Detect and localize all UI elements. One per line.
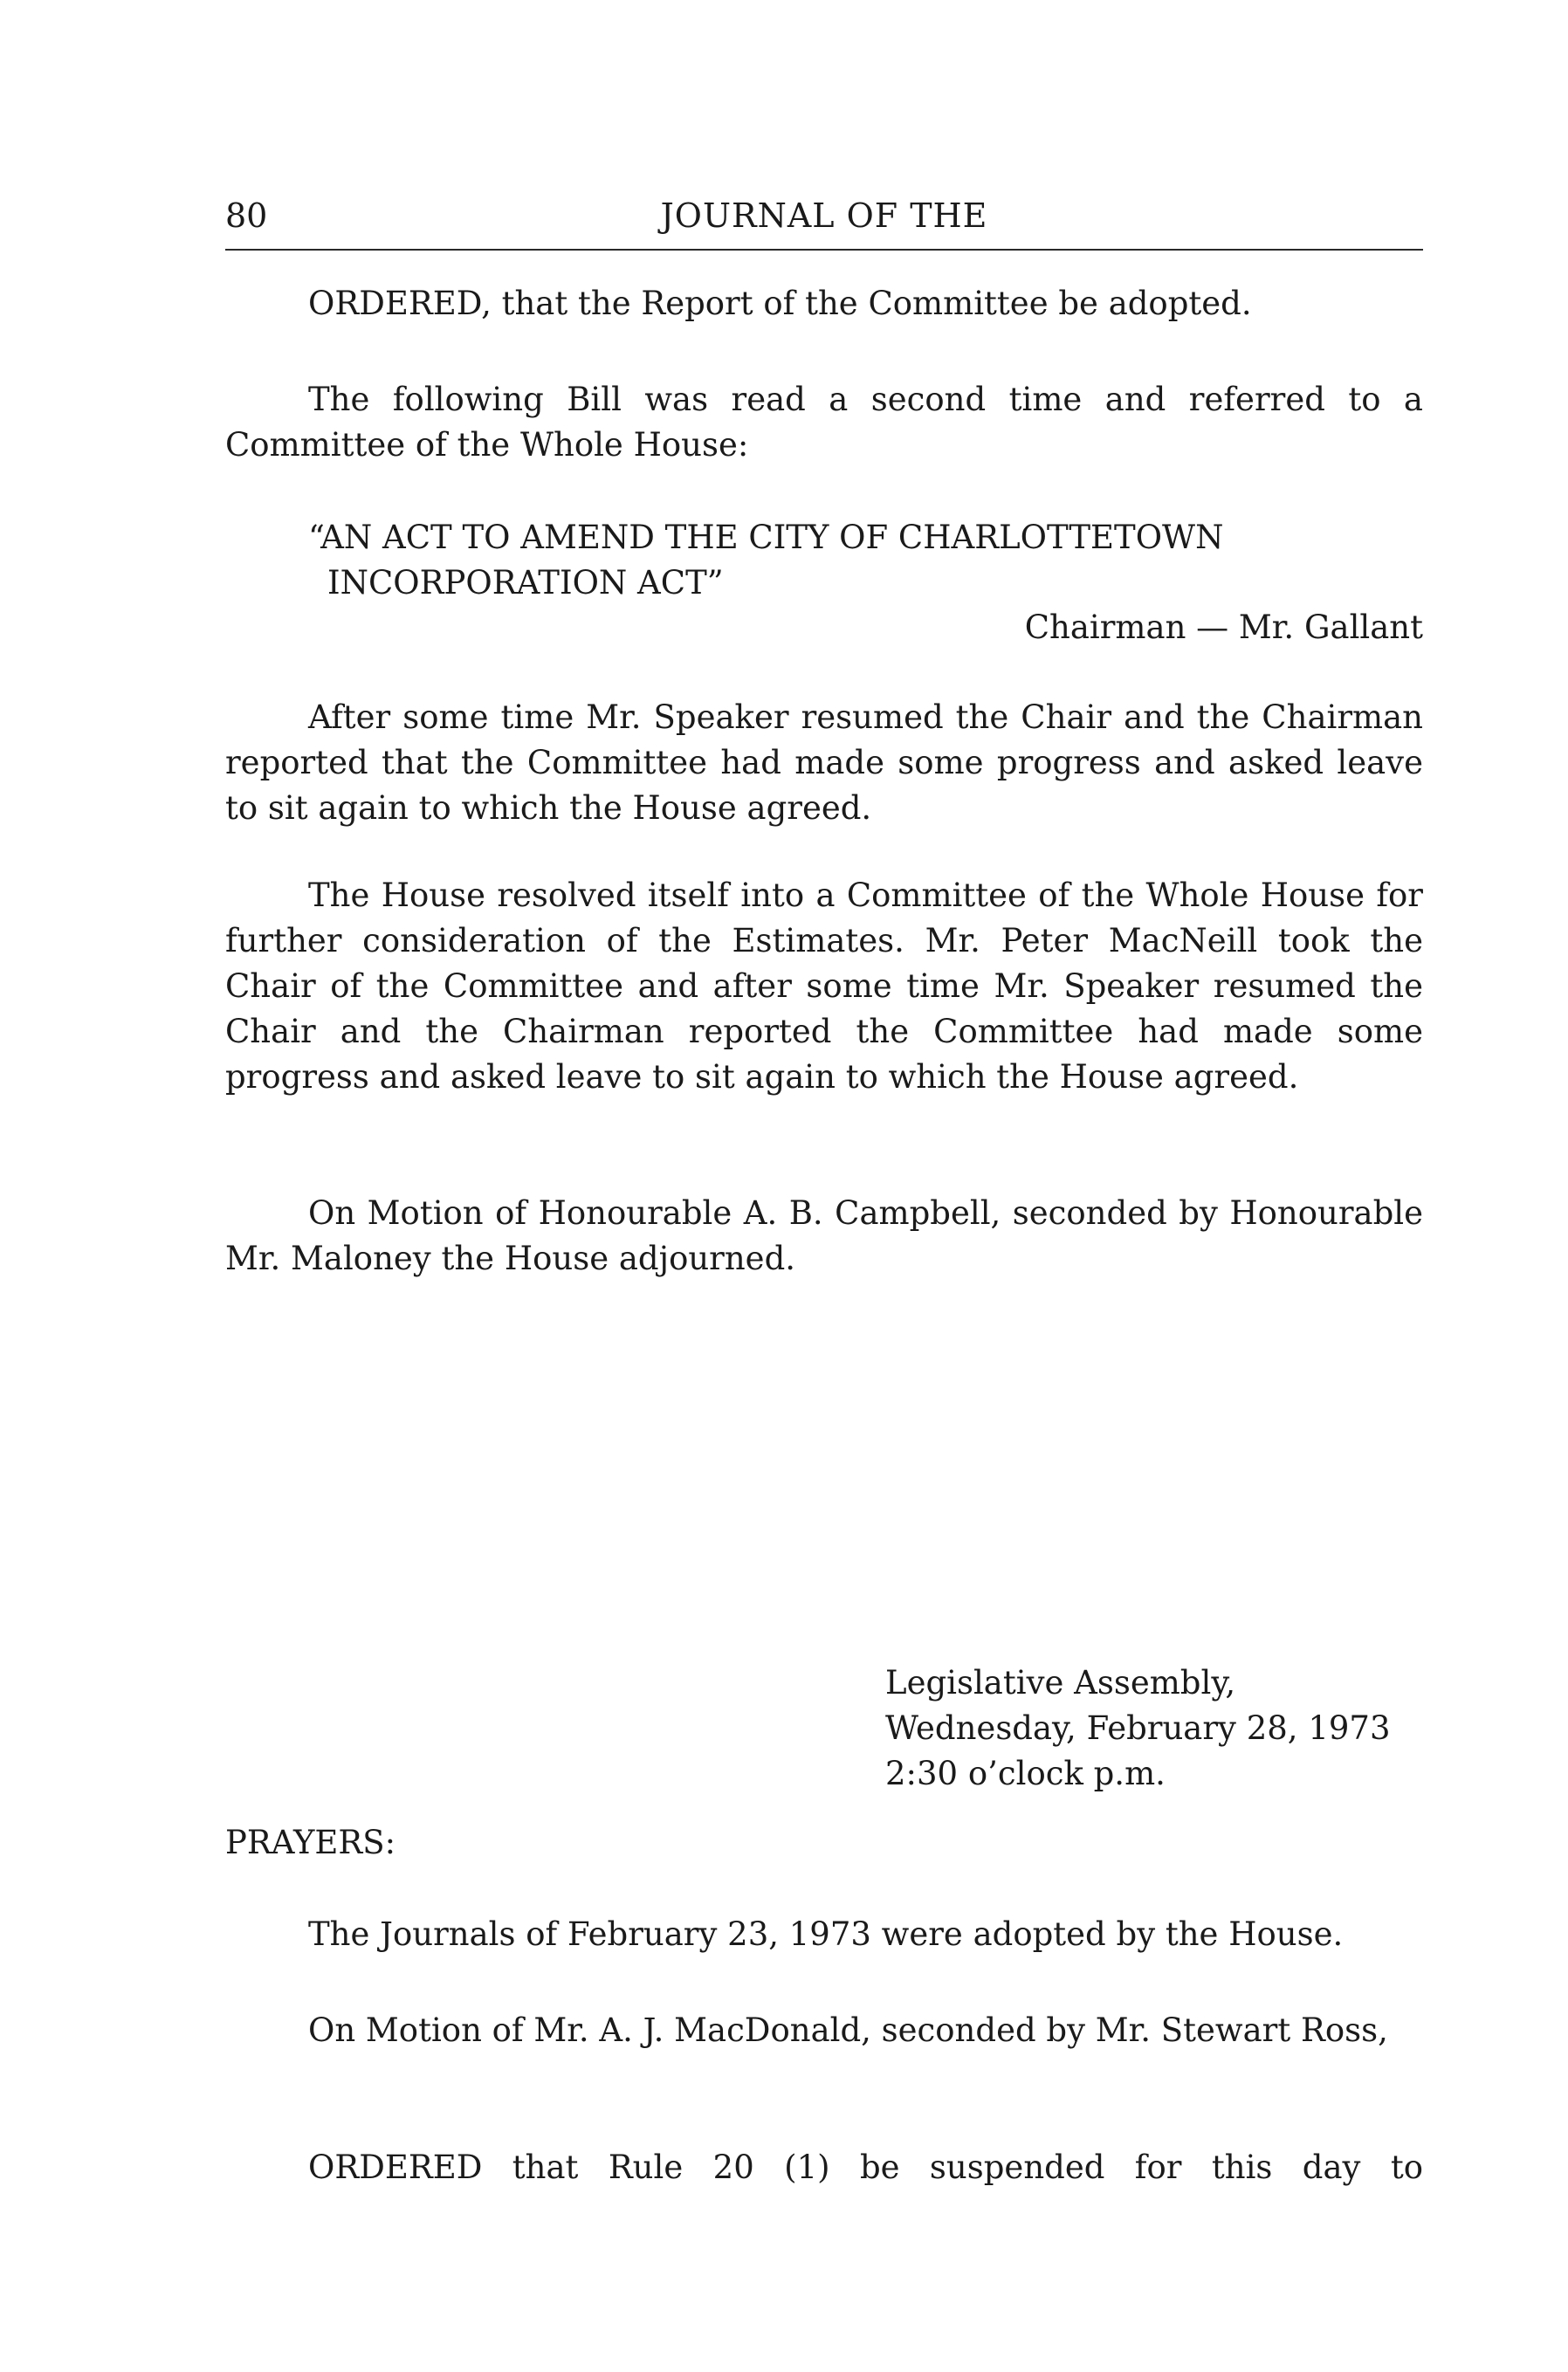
dateline-assembly: Legislative Assembly, — [885, 1664, 1236, 1702]
paragraph-motion-macdonald: On Motion of Mr. A. J. MacDonald, seconded by Mr. Stewart Ross, — [308, 2011, 1388, 2049]
paragraph-journals-adopted: The Journals of February 23, 1973 were adopted by the House. — [308, 1915, 1344, 1953]
running-title: JOURNAL OF THE — [660, 196, 988, 235]
paragraph-rule-suspended: ORDERED that Rule 20 (1) be suspended for this day to — [308, 2149, 1423, 2186]
page-header — [225, 194, 1423, 246]
chairman-line: Chairman — Mr. Gallant — [1024, 608, 1423, 646]
header-rule — [225, 249, 1423, 251]
paragraph-report-adopted: ORDERED, that the Report of the Committee be adopted. — [308, 285, 1252, 322]
dateline-time: 2:30 o’clock p.m. — [885, 1755, 1166, 1792]
dateline — [885, 1660, 1391, 1797]
paragraph-bill-second-reading: The following Bill was read a second time and referred to a Committee of the Whole House: — [225, 381, 1423, 464]
paragraph-speaker-resumed: After some time Mr. Speaker resumed the Chair and the Chairman reported that the Committee had made some progress and asked leave to sit again to which the House agreed. — [225, 698, 1423, 827]
prayers-heading: PRAYERS: — [225, 1824, 396, 1861]
bill-title-line-1: “AN ACT TO AMEND THE CITY OF CHARLOTTETOWN — [308, 519, 1224, 556]
bill-title-line-2: INCORPORATION ACT” — [327, 564, 724, 602]
paragraph-estimates: The House resolved itself into a Committee of the Whole House for further consideration of the Estimates. Mr. Peter MacNeill took the Chair of the Committee and after some time Mr. Speaker resumed the Chair and the Chairman reported the Committee had made some progress and asked leave to sit again to which the House agreed. — [225, 877, 1423, 1096]
paragraph-adjourned: On Motion of Honourable A. B. Campbell, seconded by Honourable Mr. Maloney the House adjourned. — [225, 1194, 1423, 1277]
page-number: 80 — [225, 196, 268, 235]
dateline-date: Wednesday, February 28, 1973 — [885, 1709, 1391, 1747]
bill-title — [308, 515, 1423, 606]
